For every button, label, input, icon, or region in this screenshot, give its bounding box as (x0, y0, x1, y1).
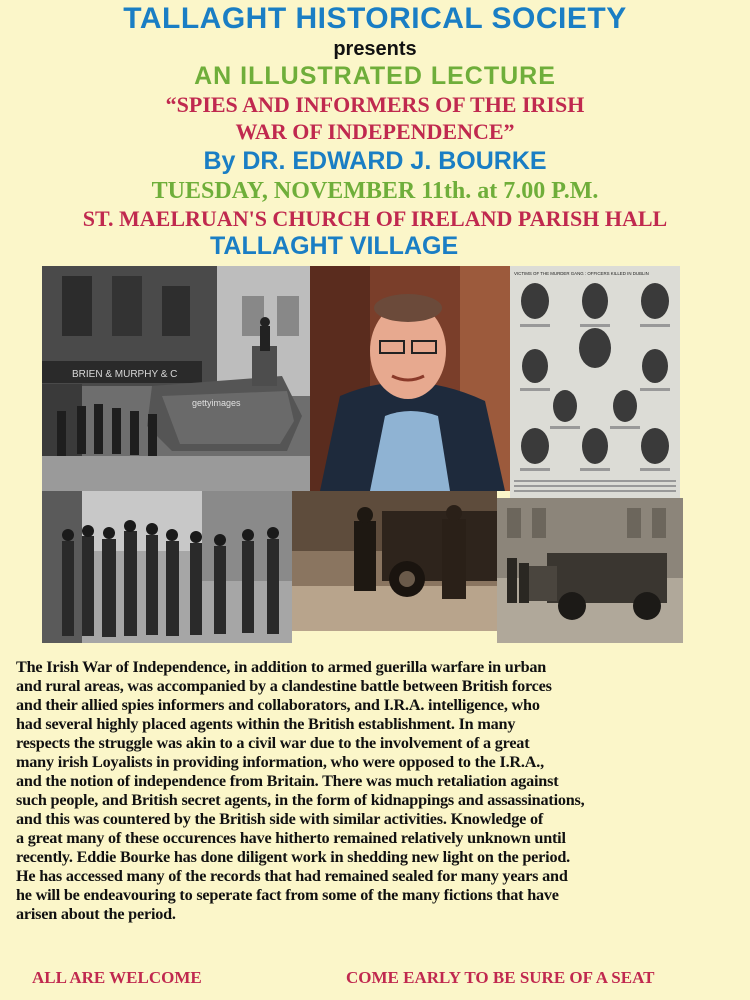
newspaper-caption: VICTIMS OF THE MURDER GANG : OFFICERS KILLED IN DUBLIN (514, 271, 649, 276)
photo-speaker-portrait (310, 266, 510, 491)
photo-tank-street (42, 266, 310, 491)
presents-label: presents (333, 38, 417, 60)
photo-armoured-car (497, 498, 683, 643)
lecture-description: The Irish War of Independence, in addition to armed guerilla warfare in urban and rural areas, was accompanied by a clandestine battle between British forces and their allied spies informers and collaborators, and I.R.A. intelligence, who had several highly placed agents within the British establishment. In many respects the struggle was akin to a civil war due to the involvement of a great many irish Loyalists in providing information, who were opposed to the I.R.A., and the notion of independence from Britain. There was much retaliation against such people, and British secret agents, in the form of kidnappings and assassinations, and this was countered by the British side with similar activities. Knowledge of a great many of these occurences have hitherto remained relatively unknown until recently. Eddie Bourke has done diligent work in shedding new light on the period. He has accessed many of the records that had remained sealed for many years and he will be endeavouring to seperate fact from some of the many fictions that have arisen about the period. (16, 658, 585, 923)
lecture-title-line2: WAR OF INDEPENDENCE” (235, 119, 515, 144)
photo-soldiers-search (42, 491, 292, 643)
shop-sign-text: BRIEN & MURPHY & C (72, 369, 178, 380)
event-village: TALLAGHT VILLAGE (210, 232, 459, 260)
watermark-text: gettyimages (192, 398, 241, 408)
photo-men-by-car (292, 491, 497, 631)
event-venue: ST. MAELRUAN'S CHURCH OF IRELAND PARISH HALL (82, 206, 668, 231)
lecture-type: AN ILLUSTRATED LECTURE (194, 62, 556, 90)
event-date: TUESDAY, NOVEMBER 11th. at 7.00 P.M. (151, 178, 599, 204)
footer-come-early: COME EARLY TO BE SURE OF A SEAT (346, 968, 655, 987)
footer-welcome: ALL ARE WELCOME (32, 968, 202, 987)
society-name: TALLAGHT HISTORICAL SOCIETY (123, 2, 627, 35)
speaker-name: By DR. EDWARD J. BOURKE (203, 147, 547, 175)
lecture-title-line1: “SPIES AND INFORMERS OF THE IRISH (165, 92, 585, 117)
photo-newspaper-clipping (510, 266, 680, 498)
